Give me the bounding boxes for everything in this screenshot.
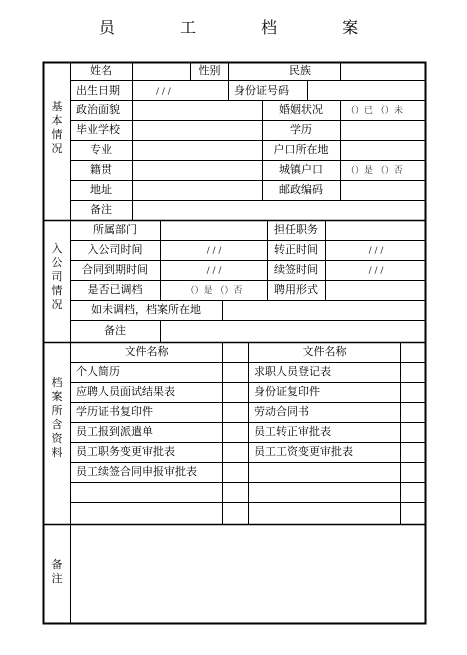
label-hire-form: 聘用形式 <box>274 283 318 296</box>
file-right-4: 员工转正审批表 <box>254 425 331 438</box>
label-address: 地址 <box>90 183 112 196</box>
file-left-3: 学历证书复印件 <box>76 405 153 418</box>
file-right-2: 身份证复印件 <box>254 385 320 398</box>
regular-date-value: / / / <box>368 246 384 256</box>
label-renew-date: 续签时间 <box>274 263 318 276</box>
header-file-name-left: 文件名称 <box>124 345 169 358</box>
marriage-options: （）已 （）未 <box>346 106 403 116</box>
label-contract-end: 合同到期时间 <box>82 263 148 276</box>
label-major: 专业 <box>90 143 112 156</box>
label-name: 姓名 <box>90 64 112 77</box>
label-birth: 出生日期 <box>76 84 120 97</box>
label-political: 政治面貌 <box>76 103 120 116</box>
label-transferred: 是否已调档 <box>87 283 143 296</box>
label-marriage: 婚姻状况 <box>279 103 323 116</box>
label-join-date: 入公司时间 <box>87 243 143 256</box>
label-hukou: 户口所在地 <box>273 143 329 156</box>
label-archive-location: 如未调档，档案所在地 <box>91 303 201 316</box>
label-id-no: 身份证号码 <box>234 84 289 97</box>
section-label-remark: 备 注 <box>51 558 63 585</box>
label-regular-date: 转正时间 <box>274 243 318 256</box>
birth-value: / / / <box>156 87 171 97</box>
file-right-3: 劳动合同书 <box>254 405 309 418</box>
file-left-1: 个人简历 <box>76 365 120 378</box>
header-file-name-right: 文件名称 <box>302 345 347 358</box>
page-title: 员 工 档 案 <box>98 18 389 37</box>
label-gender: 性别 <box>198 64 221 77</box>
urban-options: （）是 （）否 <box>346 166 403 176</box>
join-date-value: / / / <box>206 246 222 256</box>
renew-date-value: / / / <box>368 266 384 276</box>
label-basic-note: 备注 <box>90 203 112 216</box>
transferred-options: （）是 （）否 <box>185 286 243 296</box>
label-school: 毕业学校 <box>76 123 120 136</box>
contract-end-value: / / / <box>206 266 222 276</box>
section-label-basic: 基 本 情 况 <box>51 100 63 155</box>
label-position: 担任职务 <box>274 223 318 236</box>
label-native: 籍贯 <box>90 163 112 176</box>
label-urban: 城镇户口 <box>279 163 323 176</box>
label-dept: 所属部门 <box>93 223 137 236</box>
label-postcode: 邮政编码 <box>279 183 323 196</box>
file-left-6: 员工续签合同申报审批表 <box>76 465 197 478</box>
label-education: 学历 <box>290 123 312 136</box>
section-label-archive: 档 案 所 含 资 料 <box>51 376 63 459</box>
file-right-5: 员工工资变更审批表 <box>254 445 353 458</box>
file-right-1: 求职人员登记表 <box>254 365 331 378</box>
file-left-2: 应聘人员面试结果表 <box>76 385 175 398</box>
section-label-join: 入 公 司 情 况 <box>51 242 63 311</box>
label-join-note: 备注 <box>104 324 126 337</box>
label-ethnicity: 民族 <box>289 64 311 77</box>
file-left-5: 员工职务变更审批表 <box>76 445 175 458</box>
file-left-4: 员工报到派遣单 <box>76 425 153 438</box>
